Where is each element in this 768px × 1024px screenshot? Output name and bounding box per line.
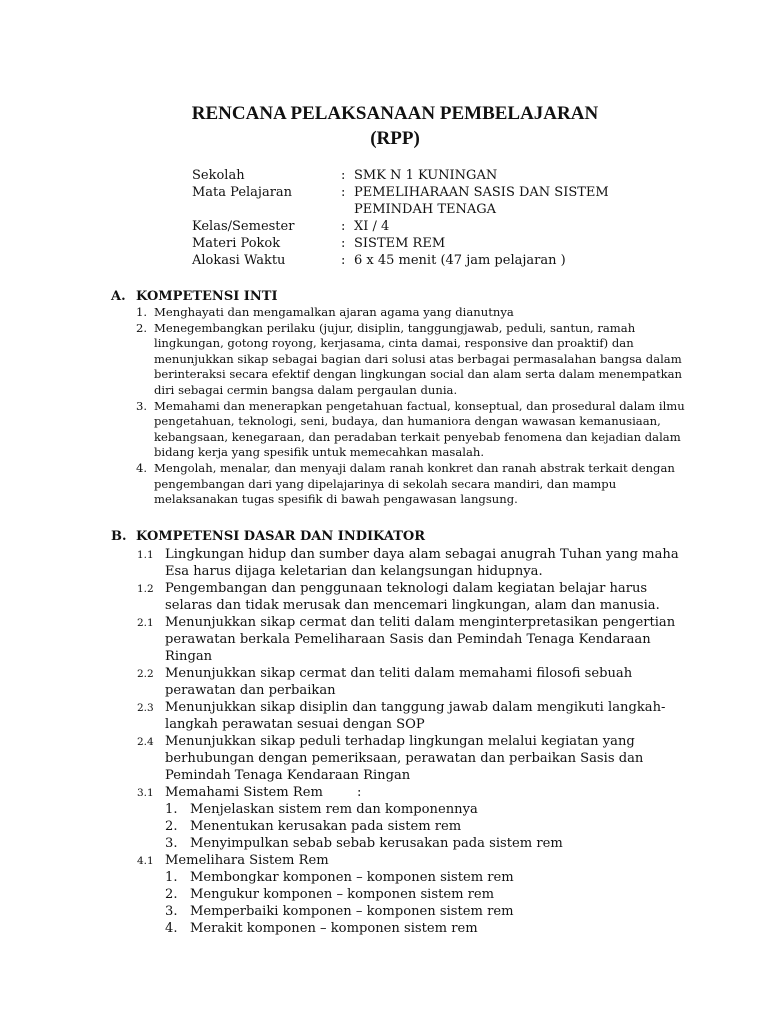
indicator-number: 1. xyxy=(165,802,178,817)
list-number: 2.3 xyxy=(137,702,154,714)
indicator-list xyxy=(165,869,697,937)
info-value: SISTEM REM xyxy=(354,236,446,251)
indicator-item xyxy=(165,835,697,852)
info-label: Kelas/Semester xyxy=(192,219,295,234)
indicator-item xyxy=(165,818,697,835)
list-number: 2.1 xyxy=(137,617,154,629)
indicator-item xyxy=(165,886,697,903)
list-number: 3. xyxy=(136,398,148,413)
indicator-list xyxy=(165,801,697,852)
indicator-number: 1. xyxy=(165,870,178,885)
indicator-number: 4. xyxy=(165,921,178,936)
indicator-number: 3. xyxy=(165,836,178,851)
list-number: 2. xyxy=(136,320,148,335)
indicator-text: Memperbaiki komponen – komponen sistem rem xyxy=(190,904,514,919)
list-item xyxy=(137,852,697,937)
indicator-text: Merakit komponen – komponen sistem rem xyxy=(190,921,478,936)
list-number: 1. xyxy=(136,305,148,319)
indicator-text: Menentukan kerusakan pada sistem rem xyxy=(190,819,462,834)
kompetensi-inti-list xyxy=(136,305,701,508)
section-title: KOMPETENSI INTI xyxy=(136,289,278,304)
info-colon: : xyxy=(341,253,346,268)
list-number: 4. xyxy=(136,460,148,475)
info-label: Mata Pelajaran xyxy=(192,185,293,200)
info-label: Sekolah xyxy=(192,168,245,183)
section-letter: B. xyxy=(111,529,127,544)
list-item xyxy=(137,733,697,784)
info-colon: : xyxy=(341,185,346,200)
list-number: 1.1 xyxy=(137,549,154,561)
list-item xyxy=(137,546,697,580)
list-text: Pengembangan dan penggunaan teknologi dalam kegiatan belajar harus selaras dan tidak merusak dan mencemari lingkungan, alam dan manusia. xyxy=(165,581,660,613)
indicator-item xyxy=(165,920,697,937)
section-title: KOMPETENSI DASAR DAN INDIKATOR xyxy=(136,529,426,544)
info-label: Alokasi Waktu xyxy=(192,253,286,268)
list-item xyxy=(136,305,701,321)
indicator-number: 3. xyxy=(165,904,178,919)
list-text: Menegembangkan perilaku (jujur, disiplin, tanggungjawab, peduli, santun, ramah lingkungan, gotong royong, kerjasama, cinta damai, responsive dan proaktif) dan menunjukkan sikap sebagai bagian dari solusi atas berbagai permasalahan bangsa dalam berinteraksi secara efektif dengan lingkungan social dan alam serta dalam menempatkan diri sebagai cermin bangsa dalam pergaulan dunia. xyxy=(154,320,683,397)
list-text: Mengolah, menalar, dan menyaji dalam ranah konkret dan ranah abstrak terkait dengan pengembangan dari yang dipelajarinya di sekolah secara mandiri, dan mampu melaksanakan tugas spesifik di bawah pengawasan langsung. xyxy=(154,460,675,507)
list-text: Menghayati dan mengamalkan ajaran agama yang dianutnya xyxy=(154,305,514,319)
list-text: Memahami Sistem Rem xyxy=(165,785,323,800)
info-value: XI / 4 xyxy=(354,219,390,234)
indicator-item xyxy=(165,903,697,920)
indicator-number: 2. xyxy=(165,887,178,902)
indicator-text: Menjelaskan sistem rem dan komponennya xyxy=(190,802,478,817)
indicator-text: Mengukur komponen – komponen sistem rem xyxy=(190,887,495,902)
indicator-text: Membongkar komponen – komponen sistem rem xyxy=(190,870,514,885)
list-item xyxy=(136,461,701,508)
list-text: Memahami dan menerapkan pengetahuan factual, konseptual, dan prosedural dalam ilmu pengetahuan, teknologi, seni, budaya, dan humaniora dengan wawasan kemanusiaan, kebangsaan, kenegaraan, dan peradaban terkait penyebab fenomena dan kejadian dalam bidang kerja yang spesifik untuk memecahkan masalah. xyxy=(154,398,685,460)
list-text: Menunjukkan sikap peduli terhadap lingkungan melalui kegiatan yang berhubungan dengan pemeriksaan, perawatan dan perbaikan Sasis dan Pemindah Tenaga Kendaraan Ringan xyxy=(165,734,644,783)
indicator-number: 2. xyxy=(165,819,178,834)
info-value: PEMELIHARAAN SASIS DAN SISTEM PEMINDAH TENAGA xyxy=(354,185,609,217)
list-item xyxy=(137,580,697,614)
info-colon: : xyxy=(341,168,346,183)
indicator-item xyxy=(165,869,697,886)
indicator-item xyxy=(165,801,697,818)
info-value: 6 x 45 menit (47 jam pelajaran ) xyxy=(354,253,566,268)
list-item xyxy=(136,321,701,399)
list-item xyxy=(136,399,701,461)
section-letter: A. xyxy=(111,289,126,304)
list-number: 4.1 xyxy=(137,855,154,867)
info-label: Materi Pokok xyxy=(192,236,281,251)
list-suffix: : xyxy=(357,785,362,800)
list-number: 2.2 xyxy=(137,668,154,680)
info-value: SMK N 1 KUNINGAN xyxy=(354,168,498,183)
list-item xyxy=(137,614,697,665)
info-colon: : xyxy=(341,219,346,234)
list-text: Memelihara Sistem Rem xyxy=(165,853,329,868)
indicator-text: Menyimpulkan sebab sebab kerusakan pada sistem rem xyxy=(190,836,563,851)
list-number: 2.4 xyxy=(137,736,154,748)
document-title: RENCANA PELAKSANAAN PEMBELAJARAN xyxy=(191,103,599,124)
list-item xyxy=(137,784,697,852)
list-item xyxy=(137,665,697,699)
list-text: Menunjukkan sikap disiplin dan tanggung jawab dalam mengikuti langkah-langkah perawatan sesuai dengan SOP xyxy=(165,700,666,732)
list-text: Menunjukkan sikap cermat dan teliti dalam menginterpretasikan pengertian perawatan berkala Pemeliharaan Sasis dan Pemindah Tenaga Kendaraan Ringan xyxy=(165,615,676,664)
info-colon: : xyxy=(341,236,346,251)
list-text: Lingkungan hidup dan sumber daya alam sebagai anugrah Tuhan yang maha Esa harus dijaga keletarian dan kelangsungan hidupnya. xyxy=(165,547,679,579)
kompetensi-dasar-list xyxy=(137,546,697,937)
list-number: 3.1 xyxy=(137,787,154,799)
document-subtitle: (RPP) xyxy=(370,128,420,149)
list-text: Menunjukkan sikap cermat dan teliti dalam memahami filosofi sebuah perawatan dan perbaikan xyxy=(165,666,633,698)
list-item xyxy=(137,699,697,733)
list-number: 1.2 xyxy=(137,583,154,595)
